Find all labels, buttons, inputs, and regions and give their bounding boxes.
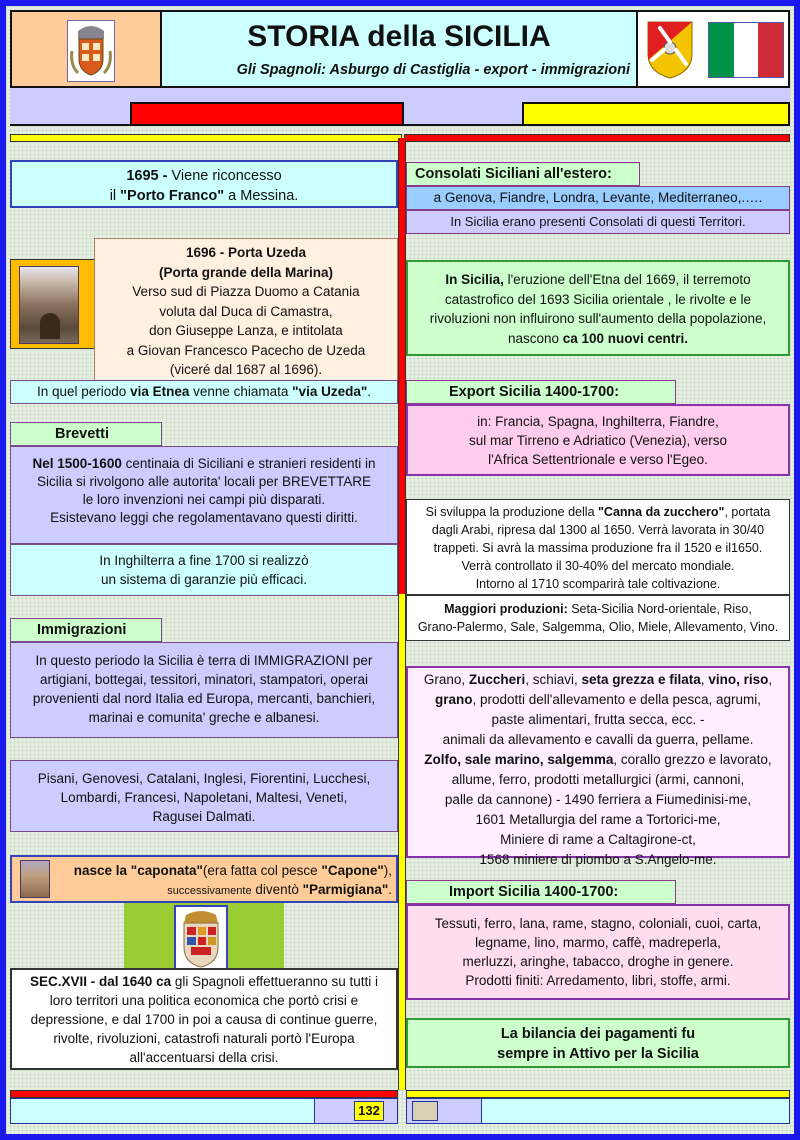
page-number: 132	[354, 1101, 384, 1121]
prodotti-line: animali da allevamento e cavalli da guerra, pellame.	[442, 732, 754, 747]
porta-uzeda-title: 1696 - Porta Uzeda	[185, 245, 307, 260]
footer-yellow-bar	[406, 1090, 790, 1098]
header-logo-panel	[10, 10, 162, 88]
prodotti-text: , prodotti dell'allevamento e della pesca, agrumi,	[472, 692, 761, 707]
parmigiana-name: "Parmigiana"	[302, 882, 389, 897]
brevetti-box	[10, 446, 398, 544]
consolati-note-box	[406, 210, 790, 234]
inghilterra-line: un sistema di garanzie più efficaci.	[100, 572, 308, 587]
porta-uzeda-subtitle: (Porta grande della Marina)	[158, 264, 334, 280]
porto-franco-box	[10, 160, 398, 208]
export-box	[406, 404, 790, 476]
prodotti-box	[406, 666, 790, 867]
canna-pre: Si sviluppa la produzione della	[425, 505, 598, 519]
porto-franco-pre: il	[109, 188, 121, 204]
prodotti-line: 1601 Metallurgia del rame a Tortorici-me,	[475, 812, 721, 827]
prodotti-bold: grano	[434, 692, 473, 707]
produzioni-box	[406, 595, 790, 641]
left-column-top-bar	[10, 134, 402, 142]
prodotti-bold: vino, riso	[708, 672, 769, 687]
consolati-tab-label: Consolati Siciliani all'estero:	[415, 166, 612, 182]
import-tab	[406, 880, 676, 904]
footer-red-bar	[10, 1090, 398, 1098]
brevetti-line: Sicilia si rivolgono alle autorita' locali per BREVETTARE	[37, 474, 371, 489]
etna-line: rivoluzioni non influirono sull'aumento della popolazione,	[429, 311, 767, 326]
column-divider-red	[398, 138, 406, 594]
immigrazioni-line: artigiani, bottegai, tessitori, minatori, stampatori, operai	[40, 672, 368, 687]
caponata-end2: .	[388, 882, 392, 897]
inghilterra-line: In Inghilterra a fine 1700 si realizzò	[99, 553, 309, 568]
immigrazioni-tab-label: Immigrazioni	[37, 622, 127, 638]
map-thumbnail-icon[interactable]	[412, 1101, 438, 1121]
consolati-note: In Sicilia erano presenti Consolati di questi Territori.	[450, 214, 746, 229]
etna-last-bold: ca 100 nuovi centri.	[562, 330, 689, 346]
via-uzeda-box	[10, 380, 398, 404]
import-line: merluzzi, aringhe, tabacco, droghe in genere.	[462, 954, 734, 969]
header-emblems-panel	[636, 10, 790, 88]
prodotti-text: ,	[768, 672, 773, 687]
caponata-small: successivamente	[167, 885, 252, 897]
crisi-line: depressione, e dal 1700 in poi a causa di continue guerre,	[30, 1012, 378, 1027]
prodotti-text: , corallo grezzo e lavorato,	[613, 752, 772, 767]
prodotti-line: Miniere di rame a Caltagirone-ct,	[500, 832, 696, 847]
coat-of-arms-icon	[67, 20, 115, 82]
import-line: Tessuti, ferro, lana, rame, stagno, coloniali, cuoi, carta,	[434, 916, 762, 931]
spanish-coat-of-arms-icon	[174, 905, 228, 973]
red-bar	[130, 102, 404, 126]
caponata-name: nasce la "caponata"	[73, 863, 203, 878]
brevetti-period: Nel 1500-1600	[32, 456, 122, 471]
produzioni-line: Seta-Sicilia Nord-orientale, Riso,	[567, 602, 752, 616]
immigrazioni-box	[10, 642, 398, 738]
statuette-photo	[20, 860, 50, 898]
via-uzeda-pre: In quel periodo	[36, 384, 131, 399]
italian-flag-icon	[708, 22, 784, 78]
porta-uzeda-photo	[19, 266, 79, 344]
right-column-top-bar	[404, 134, 790, 142]
porto-franco-line1: Viene riconcesso	[167, 168, 282, 184]
immigrazioni-line: provenienti dal nord Italia ed Europa, mercanti, banchieri,	[32, 691, 376, 706]
consolati-cities-box	[406, 186, 790, 210]
porta-uzeda-line: (viceré dal 1687 al 1696).	[169, 362, 323, 377]
produzioni-bold: Maggiori produzioni:	[444, 602, 568, 616]
bilancia-line: sempre in Attivo per la Sicilia	[497, 1046, 699, 1062]
export-line: sul mar Tirreno e Adriatico (Venezia), verso	[468, 433, 728, 448]
canna-post: , portata	[724, 505, 771, 519]
porta-uzeda-line: voluta dal Duca di Camastra,	[159, 303, 333, 319]
etna-last-pre: nascono	[507, 330, 563, 346]
porta-uzeda-line: Verso sud di Piazza Duomo a Catania	[132, 284, 360, 299]
capone-name: "Capone"	[321, 863, 384, 878]
prodotti-text: ,	[700, 672, 709, 687]
inghilterra-box	[10, 544, 398, 596]
consolati-cities: a Genova, Fiandre, Londra, Levante, Mediterraneo,.….	[433, 190, 763, 205]
column-divider-yellow	[398, 594, 406, 1090]
peoples-line: Lombardi, Francesi, Napoletani, Maltesi, Veneti,	[60, 790, 348, 805]
bilancia-box	[406, 1018, 790, 1068]
peoples-line: Ragusei Dalmati.	[152, 809, 256, 824]
crisi-line: all'accentuarsi della crisi.	[129, 1050, 279, 1065]
canna-line: Verrà controllato il 30-40% del mercato mondiale.	[461, 559, 735, 573]
prodotti-bold: Zolfo, sale marino, salgemma	[424, 752, 614, 767]
prodotti-line: paste alimentari, frutta secca, ecc. -	[491, 712, 705, 727]
prodotti-text: , schiavi,	[525, 672, 582, 687]
prodotti-line: 1568 miniere di piombo a S.Angelo-me.	[479, 852, 717, 867]
crisi-line: rivolte, rivoluzioni, catastrofi naturali portò l'Europa	[53, 1031, 355, 1046]
caponata-mid2: diventò	[251, 882, 303, 897]
immigrazioni-line: marinai e comunita' greche e albanesi.	[88, 710, 320, 725]
brevetti-tab-label: Brevetti	[55, 426, 109, 442]
brevetti-line: le loro invenzioni nei campi più disparati.	[82, 492, 326, 507]
crisi-box	[10, 968, 398, 1070]
page-title: STORIA della SICILIA	[247, 20, 551, 53]
import-line: legname, lino, marmo, caffè, madreperla,	[475, 935, 721, 950]
export-tab	[406, 380, 676, 404]
prodotti-bold: seta grezza e filata	[581, 672, 701, 687]
etna-box	[406, 260, 790, 356]
immigrazioni-line: In questo periodo la Sicilia è terra di IMMIGRAZIONI per	[35, 653, 373, 668]
etna-line: l'eruzione dell'Etna del 1669, il terremoto	[503, 272, 751, 287]
etna-line: catastrofico del 1693 Sicilia orientale , le rivolte e le	[444, 291, 752, 307]
porta-uzeda-photo-frame	[10, 259, 96, 349]
porta-uzeda-line: don Giuseppe Lanza, e intitolata	[149, 323, 343, 338]
yellow-bar	[522, 102, 790, 126]
canna-bold: "Canna da zucchero"	[598, 505, 725, 519]
export-line: l'Africa Settentrionale e verso l'Egeo.	[488, 452, 708, 467]
import-line: Prodotti finiti: Arredamento, libri, stoffe, armi.	[465, 973, 731, 988]
produzioni-line: Grano-Palermo, Sale, Salgemma, Olio, Miele, Allevamento, Vino.	[417, 620, 779, 634]
caponata-mid: (era fatta col pesce	[202, 863, 322, 878]
caponata-end: ),	[383, 863, 392, 878]
import-tab-label: Import Sicilia 1400-1700:	[449, 884, 619, 900]
etna-bold: In Sicilia,	[445, 272, 504, 287]
crisi-line: loro territori una politica economica che portò crisi e	[49, 993, 359, 1008]
prodotti-text: Grano,	[423, 672, 469, 687]
immigrazioni-tab	[10, 618, 162, 642]
porta-uzeda-box	[94, 238, 398, 382]
consolati-tab	[406, 162, 640, 186]
export-tab-label: Export Sicilia 1400-1700:	[449, 384, 620, 400]
via-uzeda-name: "via Uzeda"	[292, 384, 368, 399]
via-uzeda-post: .	[367, 384, 372, 399]
crisi-period: SEC.XVII - dal 1640 ca	[30, 974, 172, 989]
prodotti-line: palle da cannone) - 1490 ferriera a Fiumedinisi-me,	[444, 792, 752, 807]
caponata-box	[10, 855, 398, 903]
peoples-box	[10, 760, 398, 832]
porto-franco-bold: "Porto Franco"	[120, 188, 225, 204]
export-line: in: Francia, Spagna, Inghilterra, Fiandre,	[477, 414, 719, 429]
canna-line: Intorno al 1710 scomparirà tale coltivazione.	[475, 577, 721, 591]
page-subtitle: Gli Spagnoli: Asburgo di Castiglia - export - immigrazioni	[236, 62, 630, 78]
canna-line: trappeti. Si avrà la massima produzione fra il 1520 e il1650.	[433, 541, 763, 555]
year-1695: 1695 -	[126, 168, 168, 184]
header-title-panel	[160, 10, 638, 88]
prodotti-bold: Zuccheri	[468, 672, 526, 687]
bilancia-line: La bilancia dei pagamenti fu	[500, 1026, 696, 1042]
canna-line: dagli Arabi, ripresa dal 1300 al 1650. Verrà lavorata in 30/40	[431, 523, 765, 537]
via-uzeda-mid: venne chiamata	[189, 384, 293, 399]
brevetti-line: Esistevano leggi che regolamentavano questi diritti.	[50, 510, 358, 525]
prodotti-line: allume, ferro, prodotti metallurgici (armi, cannoni,	[451, 772, 745, 787]
brevetti-line: centinaia di Siciliani e stranieri residenti in	[121, 456, 376, 471]
brevetti-tab	[10, 422, 162, 446]
trinacria-emblem-icon	[646, 20, 694, 80]
page	[6, 6, 794, 1134]
crisi-line: gli Spagnoli effettueranno su tutti i	[171, 974, 378, 989]
porta-uzeda-line: a Giovan Francesco Pacecho de Uzeda	[126, 342, 366, 358]
canna-box	[406, 499, 790, 595]
porto-franco-post: a Messina.	[224, 188, 299, 204]
via-etnea: via Etnea	[130, 384, 190, 399]
import-box	[406, 904, 790, 1000]
peoples-line: Pisani, Genovesi, Catalani, Inglesi, Fiorentini, Lucchesi,	[37, 771, 371, 786]
